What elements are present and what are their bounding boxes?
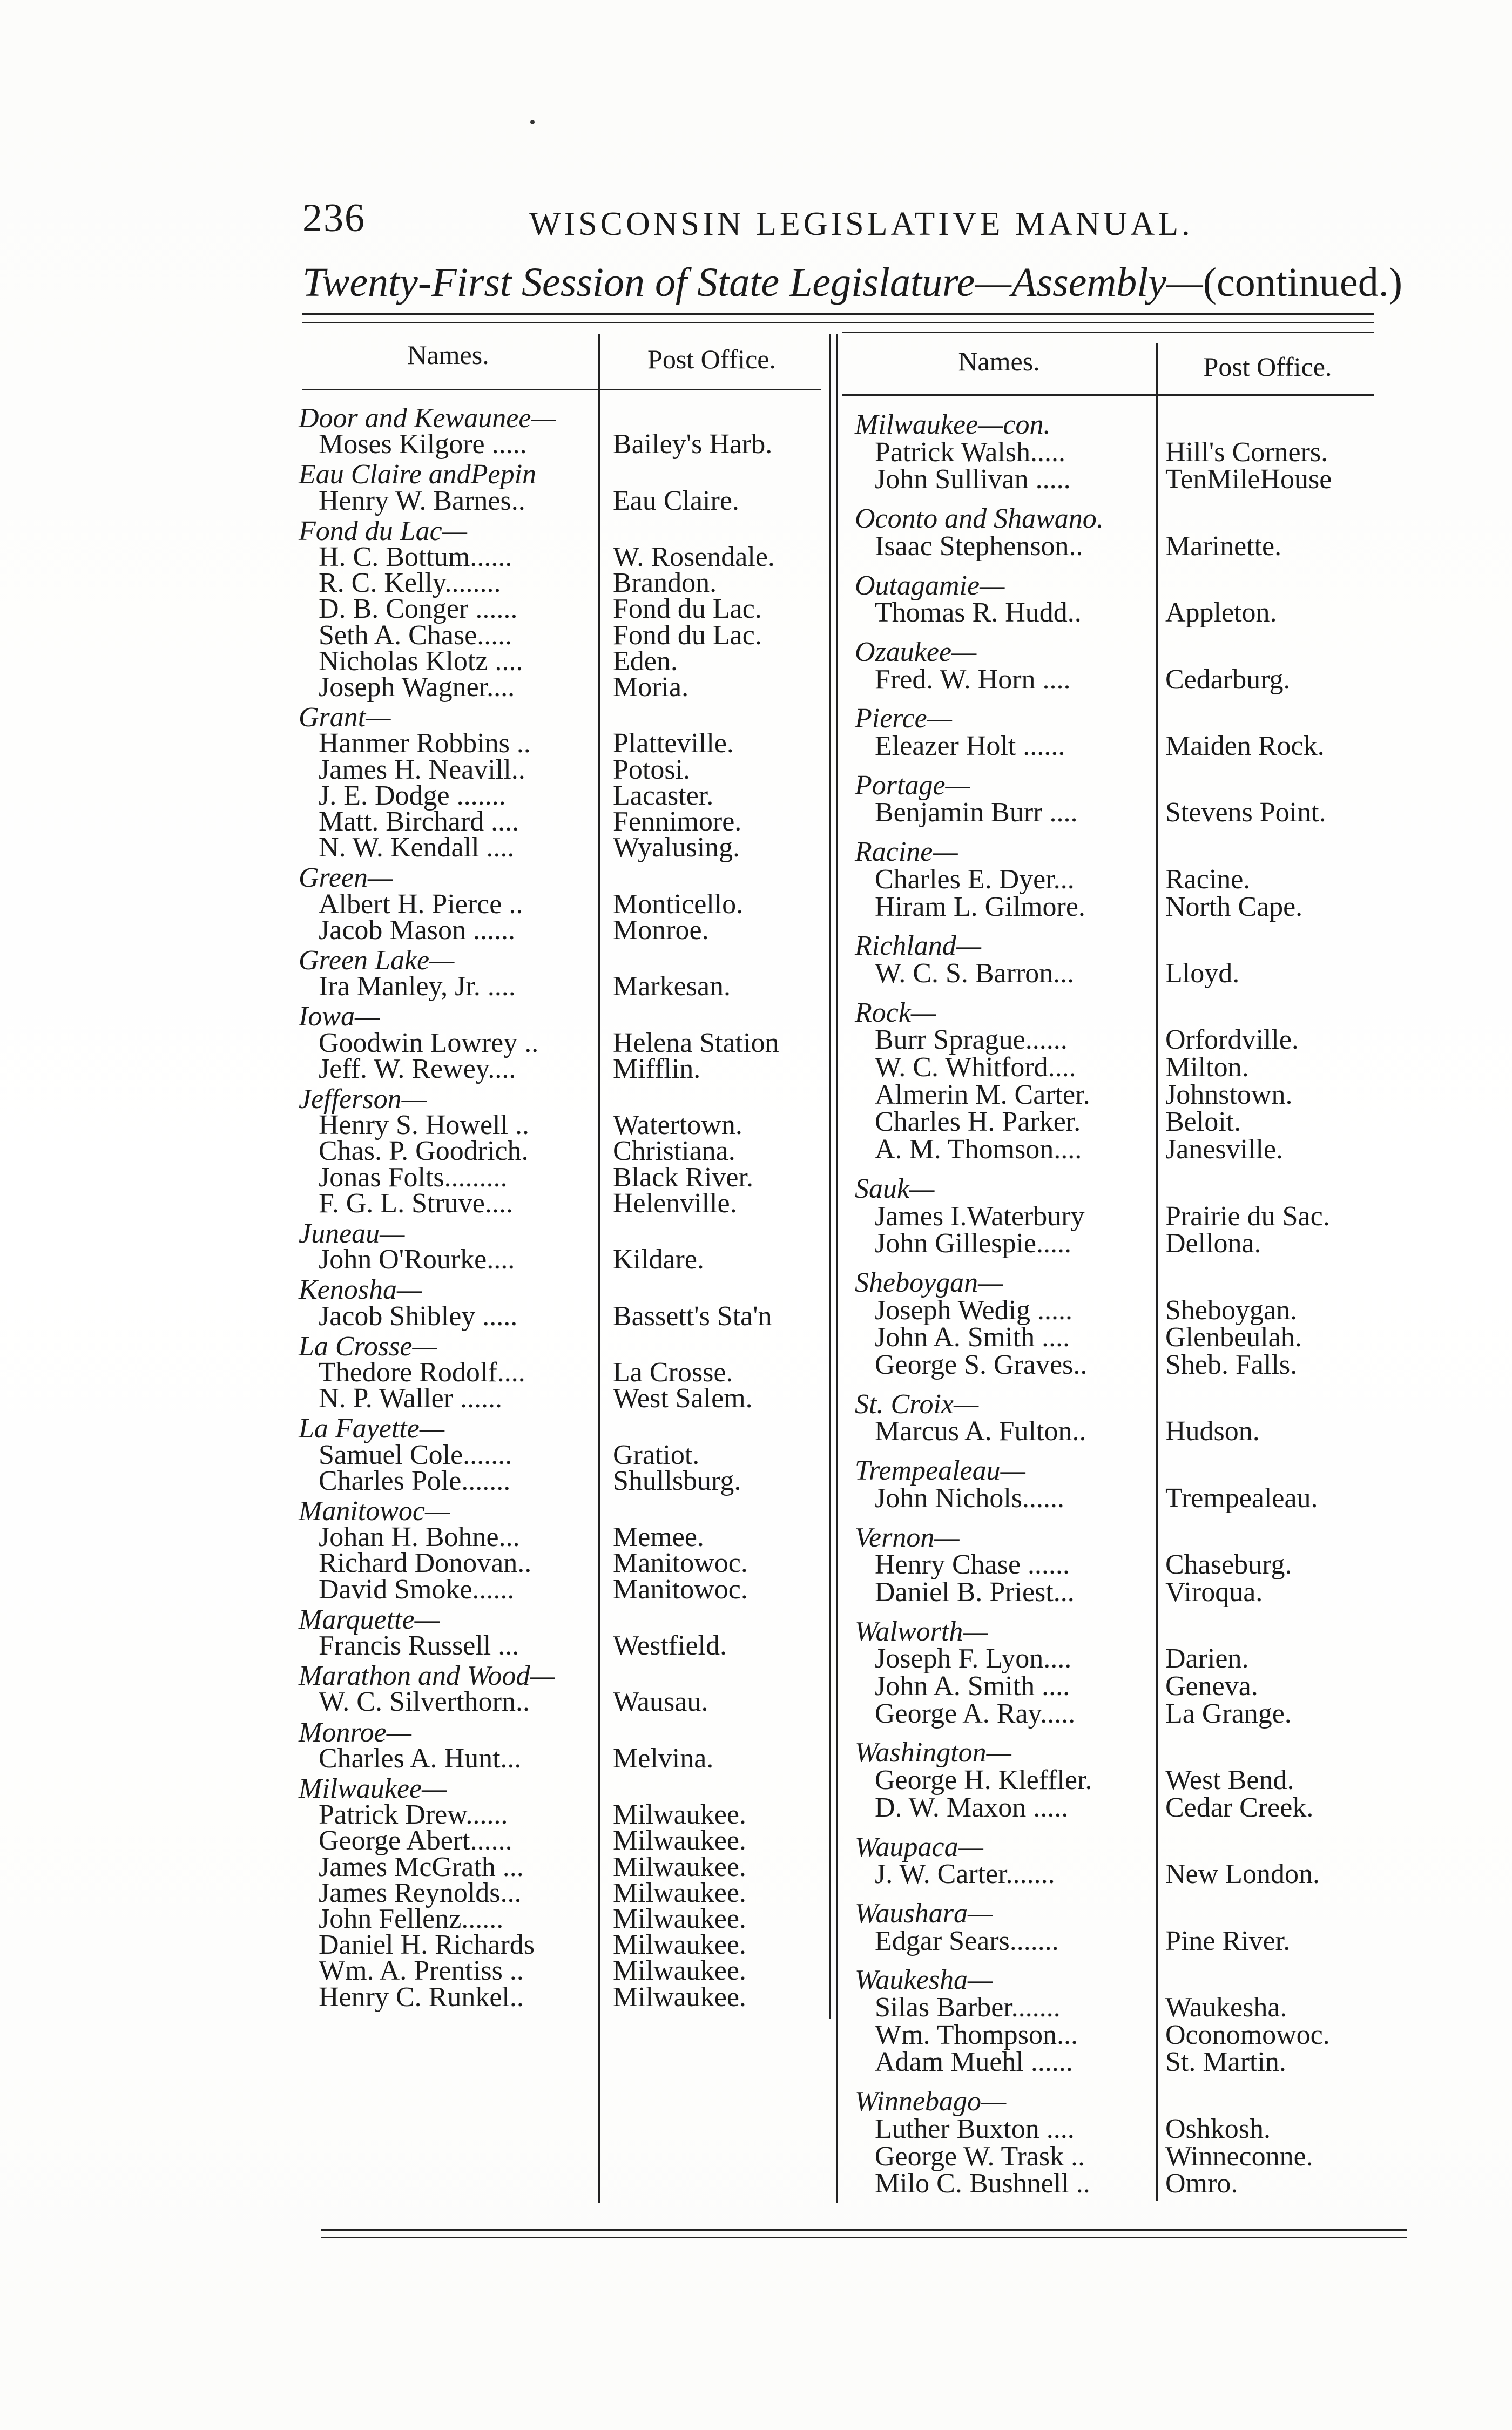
member-name: Thedore Rodolf....: [319, 1357, 525, 1388]
post-office: Moria.: [613, 672, 689, 703]
member-name: Silas Barber.......: [875, 1992, 1061, 2023]
member-name: Henry Chase ......: [875, 1549, 1070, 1581]
county-heading: Milwaukee—: [299, 1773, 447, 1804]
post-office: Winneconne.: [1165, 2141, 1313, 2172]
post-office: New London.: [1165, 1859, 1320, 1890]
post-office: Gratiot.: [613, 1439, 700, 1470]
post-office: Eau Claire.: [613, 485, 739, 516]
post-office: Waukesha.: [1165, 1992, 1287, 2023]
post-office: Brandon.: [613, 568, 717, 599]
post-office: Appleton.: [1165, 597, 1277, 629]
county-heading: Trempealeau—: [855, 1455, 1025, 1487]
member-name: N. P. Waller ......: [319, 1383, 503, 1414]
post-office: Fond du Lac.: [613, 619, 762, 651]
post-office: Prairie du Sac.: [1165, 1200, 1330, 1232]
member-name: Daniel B. Priest...: [875, 1576, 1075, 1608]
running-head: WISCONSIN LEGISLATIVE MANUAL.: [529, 206, 1193, 242]
post-office: Monticello.: [613, 888, 744, 920]
stray-ink-mark: [530, 120, 535, 124]
post-office: Johnstown.: [1165, 1079, 1293, 1110]
county-heading: Marathon and Wood—: [299, 1660, 555, 1692]
member-name: Charles E. Dyer...: [875, 863, 1075, 895]
county-heading: Kenosha—: [299, 1274, 422, 1306]
member-name: James Reynolds...: [319, 1877, 522, 1908]
post-office: Hill's Corners.: [1165, 436, 1328, 468]
member-name: N. W. Kendall ....: [319, 832, 515, 863]
post-office: West Bend.: [1165, 1765, 1294, 1796]
member-name: Matt. Birchard ....: [319, 806, 519, 837]
county-heading: Eau Claire andPepin: [299, 459, 537, 490]
post-office: Sheboygan.: [1165, 1294, 1298, 1326]
post-office: Chaseburg.: [1165, 1549, 1292, 1581]
member-name: Jacob Shibley .....: [319, 1300, 518, 1332]
member-name: Eleazer Holt ......: [875, 731, 1065, 761]
member-name: Moses Kilgore .....: [319, 429, 527, 460]
post-office: Manitowoc.: [613, 1574, 748, 1605]
member-name: Joseph F. Lyon....: [875, 1643, 1072, 1675]
member-name: Chas. P. Goodrich.: [319, 1136, 529, 1167]
left-header-rule: [302, 389, 821, 390]
left-names-header: Names.: [407, 340, 489, 370]
post-office: Bailey's Harb.: [613, 429, 773, 460]
center-divider-2: [836, 334, 838, 2203]
post-office: Hudson.: [1165, 1416, 1260, 1447]
county-heading: St. Croix—: [855, 1388, 979, 1420]
member-name: Wm. Thompson...: [875, 2019, 1078, 2050]
post-office: Monroe.: [613, 914, 709, 946]
post-office: Cedar Creek.: [1165, 1792, 1314, 1823]
county-heading: Vernon—: [855, 1522, 960, 1553]
member-name: Ira Manley, Jr. ....: [319, 971, 516, 1002]
member-name: Francis Russell ...: [319, 1630, 519, 1661]
post-office: Omro.: [1165, 2168, 1238, 2199]
post-office: Milton.: [1165, 1052, 1249, 1083]
member-name: David Smoke......: [319, 1574, 515, 1605]
post-office: Stevens Point.: [1165, 797, 1326, 828]
post-office: Oconomowoc.: [1165, 2019, 1330, 2050]
member-name: Charles A. Hunt...: [319, 1743, 522, 1774]
post-office: West Salem.: [613, 1383, 753, 1414]
member-name: Daniel H. Richards: [319, 1929, 535, 1961]
member-name: John A. Smith ....: [875, 1671, 1070, 1702]
bottom-double-rule-1: [321, 2229, 1407, 2231]
county-heading: Manitowoc—: [299, 1496, 450, 1527]
post-office: Beloit.: [1165, 1106, 1241, 1138]
member-name: Hanmer Robbins ..: [319, 728, 531, 759]
member-name: H. C. Bottum......: [319, 542, 512, 572]
member-name: George S. Graves..: [875, 1349, 1088, 1380]
county-heading: Green Lake—: [299, 945, 455, 976]
post-office: Manitowoc.: [613, 1548, 748, 1579]
post-office: North Cape.: [1165, 891, 1303, 922]
member-name: Goodwin Lowrey ..: [319, 1027, 539, 1058]
post-office: Darien.: [1165, 1643, 1249, 1675]
county-heading: Richland—: [855, 930, 981, 962]
member-name: Henry C. Runkel..: [319, 1981, 524, 2013]
post-office: Eden.: [613, 645, 678, 677]
county-heading: Waupaca—: [855, 1831, 983, 1862]
member-name: Milo C. Bushnell ..: [875, 2168, 1090, 2199]
county-heading: Ozaukee—: [855, 636, 977, 667]
member-name: Adam Muehl ......: [875, 2047, 1073, 2078]
post-office: Fond du Lac.: [613, 593, 762, 625]
right-header-rule: [842, 394, 1374, 396]
member-name: Fred. W. Horn ....: [875, 664, 1071, 695]
post-office: Bassett's Sta'n: [613, 1300, 772, 1332]
member-name: Edgar Sears.......: [875, 1925, 1059, 1956]
county-heading: Marquette—: [299, 1604, 440, 1635]
subtitle-continued: (continued.): [1203, 260, 1403, 305]
member-name: John Gillespie.....: [875, 1228, 1071, 1259]
member-name: Thomas R. Hudd..: [875, 597, 1082, 629]
member-name: Jonas Folts.........: [319, 1162, 508, 1193]
post-office: Mifflin.: [613, 1053, 701, 1084]
member-name: Almerin M. Carter.: [875, 1079, 1090, 1110]
post-office: St. Martin.: [1165, 2047, 1286, 2078]
post-office: Kildare.: [613, 1244, 704, 1275]
post-office: Racine.: [1165, 863, 1251, 895]
post-office: Memee.: [613, 1522, 704, 1553]
post-office: Dellona.: [1165, 1228, 1261, 1259]
member-name: D. W. Maxon .....: [875, 1792, 1069, 1823]
post-office: Fennimore.: [613, 806, 742, 837]
member-name: Henry W. Barnes..: [319, 485, 525, 516]
county-heading: Jefferson—: [299, 1084, 427, 1115]
top-rule-thin: [842, 332, 1374, 333]
top-double-rule-2: [302, 322, 1374, 323]
member-name: Johan H. Bohne...: [319, 1522, 520, 1553]
member-name: Samuel Cole.......: [319, 1439, 512, 1470]
member-name: Wm. A. Prentiss ..: [319, 1955, 524, 1987]
post-office: Watertown.: [613, 1110, 742, 1141]
member-name: J. E. Dodge .......: [319, 780, 506, 811]
post-office: Orfordville.: [1165, 1024, 1299, 1056]
member-name: W. C. Silverthorn..: [319, 1686, 530, 1718]
post-office: Wyalusing.: [613, 832, 740, 863]
post-office: Milwaukee.: [613, 1825, 746, 1857]
post-office: Geneva.: [1165, 1671, 1258, 1702]
post-office: Black River.: [613, 1162, 753, 1193]
top-double-rule-1: [302, 313, 1374, 315]
post-office: La Crosse.: [613, 1357, 733, 1388]
post-office: Milwaukee.: [613, 1955, 746, 1987]
member-name: R. C. Kelly........: [319, 568, 501, 599]
post-office: Potosi.: [613, 754, 691, 785]
county-heading: Walworth—: [855, 1616, 988, 1647]
page-subtitle: [302, 259, 1402, 306]
county-heading: Sheboygan—: [855, 1267, 1003, 1298]
county-heading: Rock—: [855, 997, 936, 1028]
member-name: A. M. Thomson....: [875, 1134, 1082, 1165]
member-name: Isaac Stephenson..: [875, 530, 1083, 562]
member-name: James McGrath ...: [319, 1851, 524, 1882]
member-name: Nicholas Klotz ....: [319, 645, 523, 677]
member-name: Patrick Walsh.....: [875, 436, 1066, 468]
member-name: George A. Ray.....: [875, 1698, 1076, 1729]
county-heading: Outagamie—: [855, 570, 1005, 601]
county-heading: La Fayette—: [299, 1413, 445, 1444]
post-office: Viroqua.: [1165, 1576, 1263, 1608]
member-name: Marcus A. Fulton..: [875, 1416, 1086, 1447]
member-name: Jeff. W. Rewey....: [319, 1053, 516, 1084]
post-office: Helenville.: [613, 1187, 737, 1219]
member-name: Jacob Mason ......: [319, 914, 515, 946]
member-name: John A. Smith ....: [875, 1322, 1070, 1353]
county-heading: Waushara—: [855, 1898, 993, 1929]
member-name: W. C. Whitford....: [875, 1052, 1076, 1083]
member-name: James H. Neavill..: [319, 754, 525, 785]
county-heading: Iowa—: [299, 1001, 380, 1032]
post-office: Lloyd.: [1165, 957, 1240, 989]
post-office: Marinette.: [1165, 530, 1282, 562]
member-name: George Abert......: [319, 1825, 512, 1857]
member-name: Burr Sprague......: [875, 1024, 1068, 1056]
post-office: Oshkosh.: [1165, 2113, 1271, 2144]
post-office: Melvina.: [613, 1743, 714, 1774]
county-heading: Door and Kewaunee—: [299, 403, 556, 434]
county-heading: Milwaukee—con.: [855, 409, 1051, 440]
post-office: Maiden Rock.: [1165, 731, 1325, 761]
member-name: John O'Rourke....: [319, 1244, 515, 1275]
page-header: [0, 195, 1512, 244]
post-office: Markesan.: [613, 971, 731, 1002]
post-office: W. Rosendale.: [613, 542, 775, 572]
member-name: John Nichols......: [875, 1482, 1064, 1514]
member-name: Albert H. Pierce ..: [319, 888, 523, 920]
member-name: James I.Waterbury: [875, 1200, 1085, 1232]
post-office: Milwaukee.: [613, 1981, 746, 2013]
member-name: George H. Kleffler.: [875, 1765, 1092, 1796]
member-name: Hiram L. Gilmore.: [875, 891, 1085, 922]
post-office: Westfield.: [613, 1630, 727, 1661]
county-heading: Racine—: [855, 836, 958, 868]
county-heading: Sauk—: [855, 1173, 935, 1204]
post-office: Milwaukee.: [613, 1929, 746, 1961]
bottom-double-rule-2: [321, 2237, 1407, 2238]
post-office: Shullsburg.: [613, 1465, 741, 1496]
member-name: W. C. S. Barron...: [875, 957, 1075, 989]
member-name: Charles H. Parker.: [875, 1106, 1081, 1138]
county-heading: Grant—: [299, 702, 391, 733]
post-office: La Grange.: [1165, 1698, 1292, 1729]
post-office: Platteville.: [613, 728, 734, 759]
page-number: 236: [302, 196, 366, 240]
post-office: Milwaukee.: [613, 1877, 746, 1908]
post-office: Lacaster.: [613, 780, 714, 811]
county-heading: Winnebago—: [855, 2086, 1007, 2117]
member-name: John Sullivan .....: [875, 464, 1071, 495]
right-post-office-header: Post Office.: [1203, 352, 1332, 382]
member-name: Charles Pole.......: [319, 1465, 511, 1496]
post-office: Sheb. Falls.: [1165, 1349, 1298, 1380]
member-name: F. G. L. Struve....: [319, 1187, 513, 1219]
post-office: Milwaukee.: [613, 1851, 746, 1882]
member-name: J. W. Carter.......: [875, 1859, 1055, 1890]
post-office: Wausau.: [613, 1686, 708, 1718]
member-name: George W. Trask ..: [875, 2141, 1085, 2172]
county-heading: Oconto and Shawano.: [855, 503, 1104, 535]
county-heading: Waukesha—: [855, 1965, 993, 1996]
post-office: Glenbeulah.: [1165, 1322, 1302, 1353]
post-office: Helena Station: [613, 1027, 779, 1058]
county-heading: Portage—: [855, 770, 970, 801]
member-name: Luther Buxton ....: [875, 2113, 1075, 2144]
member-name: Joseph Wedig .....: [875, 1294, 1073, 1326]
member-name: Joseph Wagner....: [319, 672, 515, 703]
post-office: Janesville.: [1165, 1134, 1284, 1165]
member-name: Seth A. Chase.....: [319, 619, 512, 651]
post-office: Trempealeau.: [1165, 1482, 1318, 1514]
right-column-divider: [1156, 343, 1158, 2201]
member-name: Henry S. Howell ..: [319, 1110, 529, 1141]
member-name: Benjamin Burr ....: [875, 797, 1078, 828]
county-heading: Green—: [299, 862, 393, 894]
post-office: Milwaukee.: [613, 1904, 746, 1934]
member-name: John Fellenz......: [319, 1904, 504, 1934]
left-column-divider: [598, 334, 600, 2203]
post-office: Pine River.: [1165, 1925, 1291, 1956]
county-heading: Monroe—: [299, 1717, 411, 1748]
member-name: Patrick Drew......: [319, 1799, 508, 1831]
post-office: Milwaukee.: [613, 1799, 746, 1831]
county-heading: Washington—: [855, 1737, 1011, 1769]
right-names-header: Names.: [958, 346, 1040, 376]
post-office: Christiana.: [613, 1136, 735, 1167]
center-divider-1: [829, 334, 831, 2019]
post-office: TenMileHouse: [1165, 464, 1332, 495]
member-name: D. B. Conger ......: [319, 593, 518, 625]
post-office: Cedarburg.: [1165, 664, 1291, 695]
left-post-office-header: Post Office.: [647, 344, 776, 374]
county-heading: Juneau—: [299, 1218, 405, 1249]
member-name: Richard Donovan..: [319, 1548, 532, 1579]
county-heading: La Crosse—: [299, 1331, 437, 1362]
subtitle-main: Twenty-First Session of State Legislature—Assembly—: [302, 260, 1203, 305]
county-heading: Fond du Lac—: [299, 515, 467, 546]
county-heading: Pierce—: [855, 703, 952, 734]
